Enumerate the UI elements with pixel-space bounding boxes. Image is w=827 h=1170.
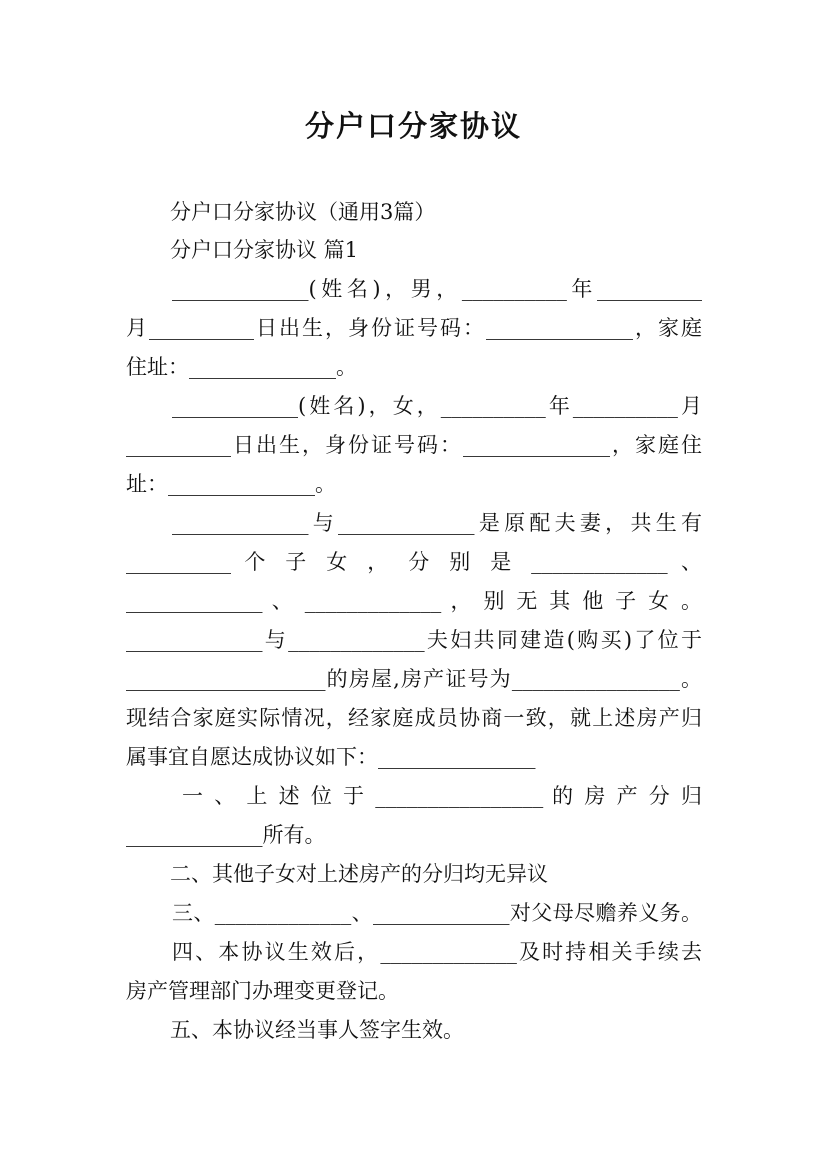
- clause-line: 一 、 上 述 位 于 ________________ 的 房 产 分 归: [182, 784, 702, 808]
- body-line: ____________(姓名)，女，__________年__________月: [172, 394, 702, 418]
- body-line: 属事宜自愿达成协议如下：_______________: [126, 745, 536, 769]
- clause-line: _____________所有。: [126, 823, 326, 847]
- clause-line: 五、本协议经当事人签字生效。: [170, 1018, 464, 1042]
- section-heading: 分户口分家协议 篇1: [170, 238, 359, 262]
- clause-line: 四、本协议生效后，_____________及时持相关手续去: [172, 940, 702, 964]
- body-line: 住址：______________。: [126, 355, 357, 379]
- clause-line: 二、其他子女对上述房产的分归均无异议: [170, 862, 548, 886]
- body-line: 月__________日出生，身份证号码：______________，家庭: [126, 316, 702, 340]
- body-line: __________日出生，身份证号码：______________，家庭住: [126, 433, 702, 457]
- body-line: _____________与_____________夫妇共同建造(购买)了位于: [126, 628, 702, 652]
- clause-line: 房产管理部门办理变更登记。: [126, 979, 399, 1003]
- body-line: 现结合家庭实际情况，经家庭成员协商一致，就上述房产归: [126, 706, 702, 730]
- clause-line: 三、_____________、_____________对父母尽赡养义务。: [172, 901, 702, 925]
- subtitle-line: 分户口分家协议（通用3篇）: [170, 200, 436, 224]
- body-line: ___________________的房屋,房产证号为________________。: [126, 667, 702, 691]
- body-line: _____________与_____________是原配夫妻，共生有: [172, 511, 702, 535]
- body-line: 址：______________。: [126, 472, 336, 496]
- body-line: _____________(姓名)，男，__________年__________: [172, 277, 702, 301]
- body-line: __________ 个 子 女 ， 分 别 是 _____________ 、: [126, 550, 702, 574]
- body-line: _____________ 、 _____________ ， 别 无 其 他 子 女 。: [126, 589, 702, 613]
- document-title: 分户口分家协议: [304, 109, 522, 143]
